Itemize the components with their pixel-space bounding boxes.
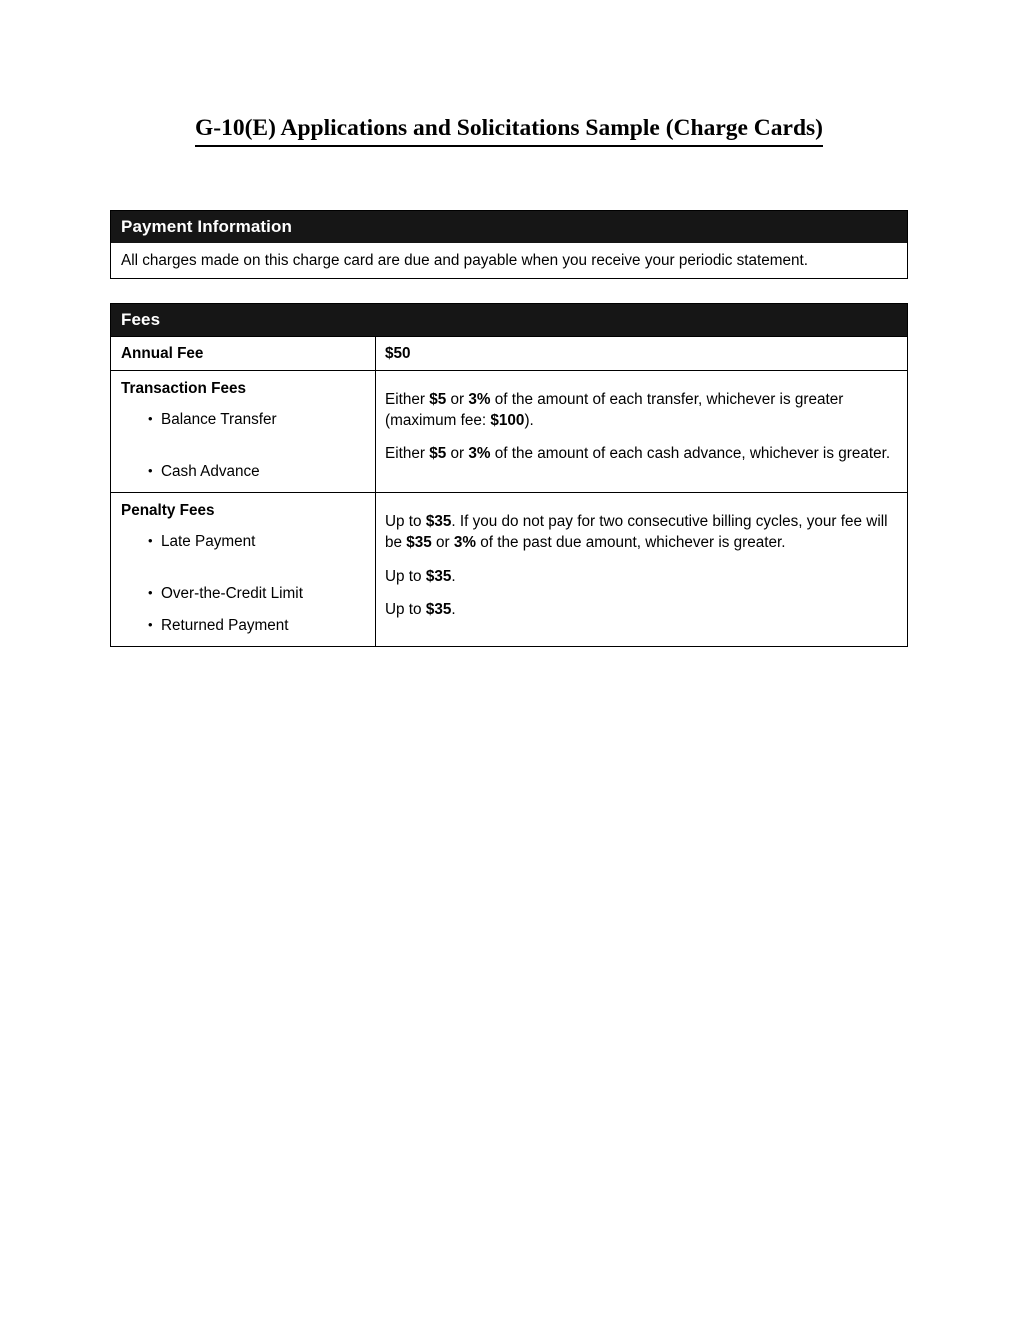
returned-payment-value: Up to $35. bbox=[385, 601, 456, 618]
annual-fee-label-cell bbox=[111, 337, 376, 370]
list-item: • Cash Advance bbox=[121, 461, 367, 482]
transaction-fees-label-cell bbox=[111, 371, 376, 492]
late-payment-value: Up to $35. If you do not pay for two consecutive billing cycles, your fee will be $35 or 3% of the past due amount, whichever is greater. bbox=[385, 513, 888, 551]
list-item: • Returned Payment bbox=[121, 615, 367, 636]
list-item: • Over-the-Credit Limit bbox=[121, 583, 367, 604]
annual-fee-value-cell bbox=[376, 337, 907, 370]
spacer bbox=[385, 378, 893, 389]
penalty-fees-list bbox=[121, 531, 367, 636]
page-title-text: G-10(E) Applications and Solicitations Sample (Charge Cards) bbox=[195, 113, 823, 147]
penalty-fees-value-cell bbox=[376, 493, 907, 646]
annual-fee-value: $50 bbox=[385, 345, 411, 362]
page-title bbox=[110, 113, 908, 147]
payment-information-table bbox=[110, 210, 908, 279]
payment-information-header: Payment Information bbox=[111, 211, 907, 243]
spacer bbox=[385, 431, 893, 443]
list-item: • Balance Transfer bbox=[121, 409, 367, 430]
transaction-fees-label: Transaction Fees bbox=[121, 380, 246, 397]
table-row-penalty-fees bbox=[111, 492, 907, 646]
spacer bbox=[385, 553, 893, 566]
payment-information-body: All charges made on this charge card are due and payable when you receive your periodic statement. bbox=[121, 252, 809, 269]
cash-advance-value: Either $5 or 3% of the amount of each cash advance, whichever is greater. bbox=[385, 445, 891, 462]
transaction-fees-value-cell bbox=[376, 371, 907, 492]
over-the-credit-limit-value: Up to $35. bbox=[385, 568, 456, 585]
penalty-fees-label-cell bbox=[111, 493, 376, 646]
transaction-fees-list bbox=[121, 409, 367, 482]
table-row-transaction-fees bbox=[111, 370, 907, 492]
spacer bbox=[385, 500, 893, 511]
list-item: • Late Payment bbox=[121, 531, 367, 552]
table-row-annual-fee bbox=[111, 336, 907, 370]
fees-table bbox=[110, 303, 908, 647]
fees-header: Fees bbox=[111, 304, 907, 336]
spacer bbox=[385, 587, 893, 599]
annual-fee-label: Annual Fee bbox=[121, 345, 204, 362]
balance-transfer-value: Either $5 or 3% of the amount of each transfer, whichever is greater (maximum fee: $100). bbox=[385, 391, 844, 429]
penalty-fees-label: Penalty Fees bbox=[121, 502, 215, 519]
